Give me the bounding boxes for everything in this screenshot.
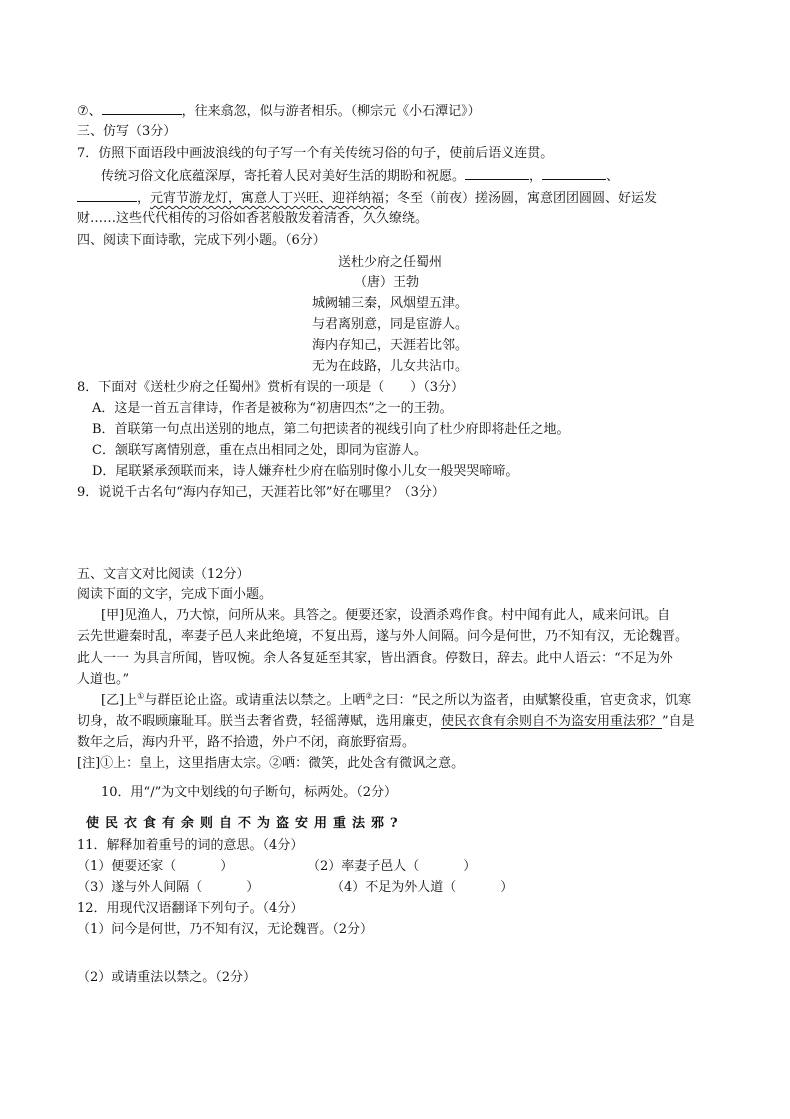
wavy-underlined-sentence: 元宵节游龙灯，寓意人丁兴旺、迎祥纳福	[150, 191, 385, 206]
line-7-fill	[77, 101, 481, 121]
question-11-item-4	[331, 879, 513, 897]
option-a[interactable]: A．这是一首五言律诗，作者是被称为“初唐四杰”之一的王勃。	[92, 401, 453, 416]
q7-paragraph-line2	[77, 188, 657, 208]
poem-line: 与君离别意，同是宦游人。	[312, 317, 469, 332]
footnote-marker: ①	[137, 691, 145, 701]
question-12-item-1: （1）问今是何世，乃不知有汉，无论魏晋。（2分）	[77, 922, 374, 937]
q7-paragraph-line1	[101, 166, 619, 186]
passage-jia-line: [甲]见渔人，乃大惊，问所从来。具答之。便要还家，设酒杀鸡作食。村中闻有此人，咸来问讯。自	[101, 608, 671, 623]
comma: ，	[137, 191, 151, 206]
item-text: （1）便要还家（	[77, 859, 177, 874]
close-paren: ）	[246, 880, 260, 895]
answer-blank[interactable]	[465, 166, 529, 180]
option-b[interactable]: B．首联第一句点出送别的地点，第二句把读者的视线引向了杜少府即将赴任之地。	[92, 422, 570, 437]
section-heading-4: 四、阅读下面诗歌，完成下列小题。（6分）	[77, 233, 326, 248]
passage-jia-line: 人道也。”	[77, 672, 130, 687]
answer-blank[interactable]	[77, 188, 137, 202]
poem-title: 送杜少府之任蜀州	[338, 255, 443, 270]
option-d[interactable]: D．尾联紧承颈联而来，诗人嫌弃杜少府在临别时像小儿女一般哭哭啼啼。	[92, 464, 519, 479]
question-11-item-1	[77, 858, 233, 876]
passage-text: 切身，故不暇顾廉耻耳。朕当去奢省费，轻徭薄赋，选用廉吏，	[77, 714, 442, 729]
poem-author: （唐）王勃	[354, 275, 420, 290]
passage-text: 之曰：“民之所以为盗者，由赋繁役重，官吏贪求，饥寒	[372, 693, 692, 708]
passage-jia-line: 此人一一 为具言所闻，皆叹惋。余人各复延至其家，皆出酒食。停数日，辞去。此中人语云：“不足为外	[77, 651, 673, 666]
item-number: ⑦、	[77, 104, 102, 119]
paragraph-text: ；冬至（前夜）搓汤圆，寓意团团圆圆、好运发	[384, 191, 658, 206]
passage-text: [乙]上	[101, 693, 138, 708]
comma: ，	[529, 169, 543, 184]
question-11: 11．解释加着重号的词的意思。（4分）	[77, 838, 304, 853]
footnote: [注]①上：皇上，这里指唐太宗。②哂：微笑，此处含有微讽之意。	[77, 756, 465, 771]
footnote-marker: ②	[365, 691, 373, 701]
question-8: 8．下面对《送杜少府之任蜀州》赏析有误的一项是（ ）（3分）	[77, 380, 465, 395]
passage-yi-line: 数年之后，海内升平，路不拾遗，外户不闭，商旅野宿焉。	[77, 735, 416, 750]
passage-text: 与群臣论止盗。或请重法以禁之。上哂	[144, 693, 366, 708]
close-paren: ）	[463, 859, 477, 874]
item-text: （4）不足为外人道（	[331, 880, 457, 895]
passage-jia-line: 云先世避秦时乱，率妻子邑人来此绝境，不复出焉，遂与外人间隔。问今是何世，乃不知有汉，无论魏晋。	[77, 629, 689, 644]
question-11-item-3	[77, 879, 259, 897]
question-9: 9．说说千古名句“海内存知己，天涯若比邻”好在哪里？（3分）	[77, 485, 445, 500]
answer-blank[interactable]	[102, 101, 182, 115]
section-heading-3: 三、仿写（3分）	[77, 124, 177, 139]
passage-yi-line	[101, 692, 691, 710]
option-c[interactable]: C．颔联写离情别意，重在点出相同之处，即同为宦游人。	[92, 443, 427, 458]
question-10-sentence[interactable]: 使民衣食有余则自不为盗安用重法邪?	[86, 816, 404, 831]
answer-blank[interactable]	[542, 166, 606, 180]
section-heading-5: 五、文言文对比阅读（12分）	[77, 567, 250, 582]
question-12: 12．用现代汉语翻译下列句子。（4分）	[77, 901, 304, 916]
question-10: 10．用“/”为文中划线的句子断句，标两处。（2分）	[101, 785, 397, 800]
separator: 、	[606, 169, 620, 184]
item-text: （2）率妻子邑人（	[307, 859, 420, 874]
question-7: 7．仿照下面语段中画波浪线的句子写一个有关传统习俗的句子，使前后语义连贯。	[77, 146, 554, 161]
line-text: ，往来翕忽，似与游者相乐。（柳宗元《小石潭记》）	[181, 104, 481, 119]
q7-paragraph-line3: 财……这些代代相传的习俗如香茗般散发着清香，久久缭绕。	[77, 211, 429, 226]
underlined-sentence: 使民衣食有余则自不为盗安用重法邪？	[441, 714, 663, 729]
poem-line: 海内存知己，天涯若比邻。	[312, 338, 469, 353]
close-paren: ）	[220, 859, 234, 874]
item-text: （3）遂与外人间隔（	[77, 880, 203, 895]
paragraph-text: 传统习俗文化底蕴深厚，寄托着人民对美好生活的期盼和祝愿。	[101, 169, 466, 184]
question-12-item-2: （2）或请重法以禁之。（2分）	[77, 970, 257, 985]
passage-text: ”自是	[662, 714, 695, 729]
close-paren: ）	[500, 880, 514, 895]
question-11-item-2	[307, 858, 476, 876]
passage-yi-line	[77, 713, 695, 731]
section-instruction: 阅读下面的文字，完成下面小题。	[77, 587, 273, 602]
poem-line: 无为在歧路，儿女共沾巾。	[312, 359, 469, 374]
poem-line: 城阙辅三秦，风烟望五津。	[312, 296, 469, 311]
